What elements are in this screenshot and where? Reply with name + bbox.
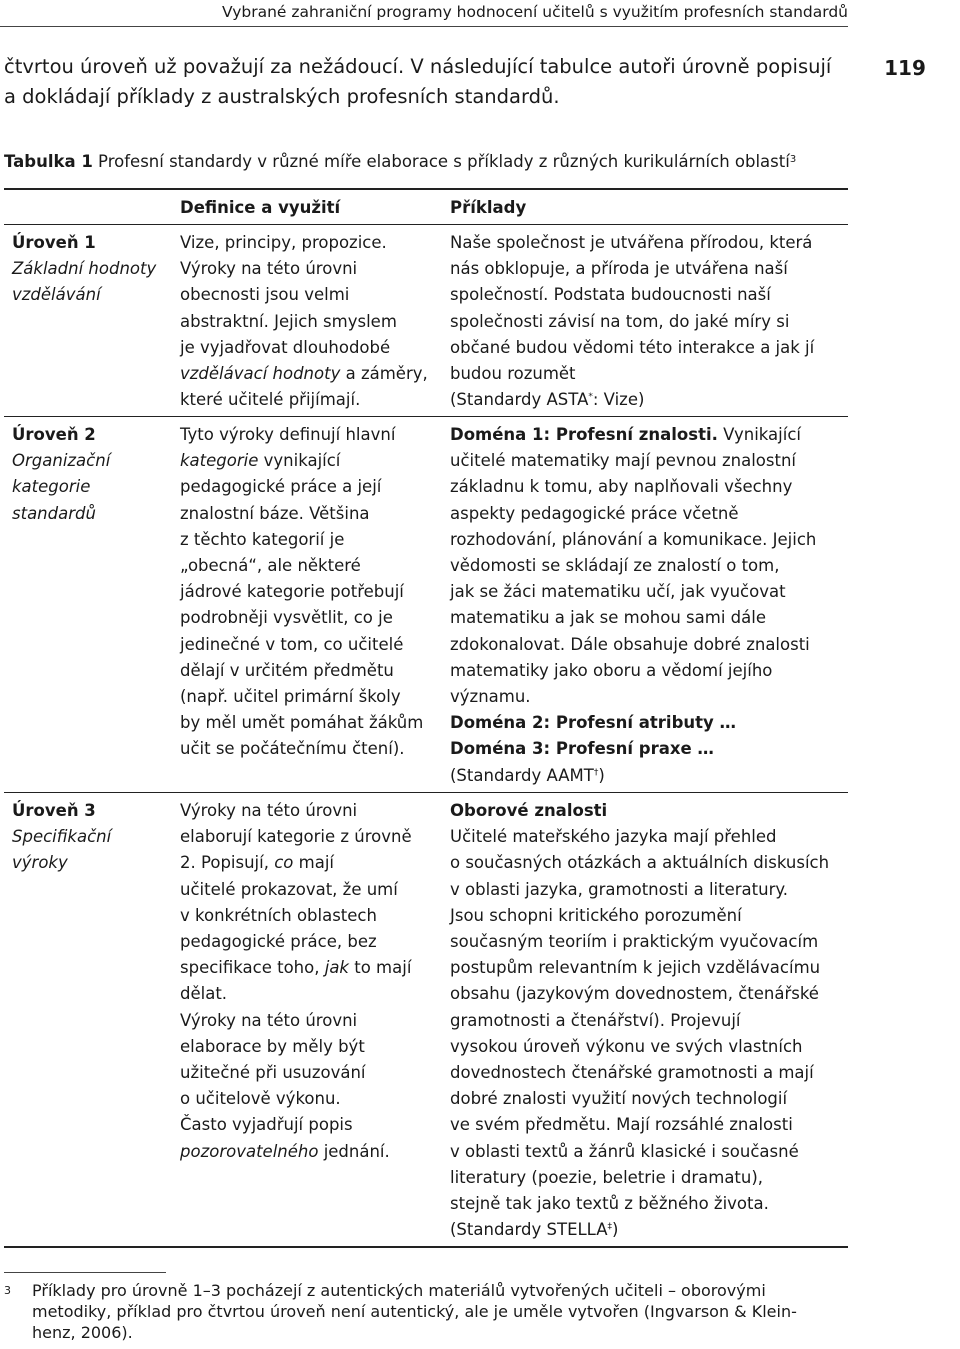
- footnote: [4, 1280, 854, 1343]
- domain-heading: Doména 3: Profesní praxe …: [450, 739, 714, 759]
- header-rule: [4, 224, 848, 225]
- example-line: jak se žáci matematiku učí, jak vyučovat: [450, 582, 786, 602]
- definition-line: [180, 850, 442, 876]
- definition-line: Často vyjadřují popis: [180, 1115, 353, 1135]
- footnote-line: Příklady pro úrovně 1–3 pocházejí z autentických materiálů vytvořených učiteli – oborovými: [32, 1281, 766, 1300]
- definition-line: v konkrétních oblastech: [180, 905, 377, 925]
- level-cell: [12, 798, 177, 877]
- source-tail: ): [612, 1220, 619, 1240]
- level-category: vzdělávání: [12, 285, 101, 305]
- example-line: občané budou vědomi této interakce a jak jí: [450, 337, 815, 357]
- example-line: nás obklopuje, a příroda je utvářena naší: [450, 259, 788, 279]
- footnote-separator: [4, 1272, 166, 1273]
- example-line: stejně tak jako textů z běžného života.: [450, 1194, 769, 1214]
- example-line: vysokou úroveň výkonu ve svých vlastních: [450, 1036, 803, 1056]
- definition-line: elaborují kategorie z úrovně: [180, 827, 412, 847]
- definition-line: je vyjadřovat dlouhodobé: [180, 337, 391, 357]
- definition-line: znalostní báze. Většina: [180, 503, 370, 523]
- domain-heading: Doména 1: Profesní znalosti.: [450, 425, 718, 444]
- level-category: standardů: [12, 503, 96, 523]
- examples-cell: [450, 230, 848, 413]
- footnote-line: metodiky, příklad pro čtvrtou úroveň není autentický, ale je uměle vytvořen (Ingvarson & Klein-: [32, 1302, 797, 1321]
- example-line: obsahu (jazykovým dovednostem, čtenářské: [450, 984, 819, 1004]
- source-name: (Standardy AAMT: [450, 765, 594, 785]
- example-line: dobré znalosti využití nových technologií: [450, 1089, 788, 1109]
- example-line: matematiku a jak se mohou sami dále: [450, 608, 766, 628]
- example-line: gramotnosti a čtenářství). Projevují: [450, 1010, 741, 1030]
- intro-paragraph: [4, 52, 864, 112]
- definition-cell: [180, 798, 442, 1165]
- example-text: Vynikající: [717, 425, 801, 444]
- column-header-definition: Definice a využití: [180, 198, 341, 217]
- definition-text: specifikace toho,: [180, 958, 325, 978]
- definition-line: [180, 1139, 442, 1165]
- emphasis: pozorovatelného: [180, 1141, 319, 1161]
- definition-line: dělají v určitém předmětu: [180, 660, 394, 680]
- definition-line: učit se počátečnímu čtení).: [180, 739, 405, 759]
- table-caption-text: Profesní standardy v různé míře elaborace s příklady z různých kurikulárních oblastí: [92, 152, 790, 171]
- definition-line: které učitelé přijímají.: [180, 390, 361, 410]
- definition-line: Výroky na této úrovni: [180, 1010, 358, 1030]
- definition-line: [180, 955, 442, 981]
- definition-line: jedinečné v tom, co učitelé: [180, 634, 404, 654]
- examples-cell: [450, 798, 848, 1243]
- level-label: Úroveň 3: [12, 801, 96, 820]
- definition-line: obecnosti jsou velmi: [180, 285, 350, 305]
- example-line: Učitelé mateřského jazyka mají přehled: [450, 827, 777, 847]
- definition-line: z těchto kategorií je: [180, 529, 345, 549]
- definition-line: „obecná“, ale některé: [180, 556, 361, 576]
- definition-line: dělat.: [180, 984, 228, 1004]
- example-line: matematiky jako oboru a vědomí jejího: [450, 660, 773, 680]
- source-name: (Standardy STELLA: [450, 1220, 608, 1240]
- example-line: v oblasti jazyka, gramotnosti a literatury.: [450, 879, 789, 899]
- footnote-reference: 3: [789, 154, 797, 165]
- definition-line: [180, 361, 442, 387]
- example-source: [450, 763, 848, 789]
- example-line: zdokonalovat. Dále obsahuje dobré znalosti: [450, 634, 810, 654]
- definition-line: by měl umět pomáhat žákům: [180, 713, 424, 733]
- definition-line: o učitelově výkonu.: [180, 1089, 341, 1109]
- definition-text: mají: [293, 853, 334, 873]
- definition-line: (např. učitel primární školy: [180, 687, 401, 707]
- level-category: Organizační: [12, 451, 111, 471]
- column-header-examples: Příklady: [450, 198, 527, 217]
- example-line: současným teoriím i praktickým vyučovacím: [450, 932, 819, 952]
- definition-line: pedagogické práce, bez: [180, 932, 377, 952]
- definition-line: abstraktní. Jejich smyslem: [180, 311, 397, 331]
- definition-line: učitelé prokazovat, že umí: [180, 879, 398, 899]
- example-line: základnu k tomu, aby naplňovali všechny: [450, 477, 793, 497]
- emphasis: co: [274, 853, 294, 873]
- definition-line: jádrové kategorie potřebují: [180, 582, 404, 602]
- intro-line: čtvrtou úroveň už považují za nežádoucí. V následující tabulce autoři úrovně popisují: [4, 55, 832, 78]
- source-tail: ): [598, 765, 605, 785]
- definition-line: Tyto výroky definují hlavní: [180, 425, 396, 444]
- level-cell: [12, 422, 177, 527]
- definition-line: podrobněji vysvětlit, co je: [180, 608, 393, 628]
- example-line: aspekty pedagogické práce včetně: [450, 503, 739, 523]
- emphasis: jak: [324, 958, 349, 978]
- example-line: ve svém předmětu. Mají rozsáhlé znalosti: [450, 1115, 793, 1135]
- level-category: výroky: [12, 853, 68, 873]
- example-line: společností. Podstata budoucnosti naší: [450, 285, 771, 305]
- source-name: (Standardy ASTA: [450, 390, 589, 410]
- definition-line: užitečné při usuzování: [180, 1063, 366, 1083]
- footnote-mark: 3: [4, 1284, 11, 1297]
- examples-cell: [450, 422, 848, 789]
- table-top-rule: [4, 188, 848, 190]
- examples-heading: Oborové znalosti: [450, 801, 608, 820]
- example-line: vědomosti se skládají ze znalostí o tom,: [450, 556, 780, 576]
- example-line: v oblasti textů a žánrů klasické i současné: [450, 1141, 799, 1161]
- table-caption-label: Tabulka 1: [4, 152, 93, 171]
- example-line: o současných otázkách a aktuálních diskusích: [450, 853, 830, 873]
- level-category: kategorie: [12, 477, 91, 497]
- example-source: [450, 1217, 848, 1243]
- level-label: Úroveň 1: [12, 233, 96, 252]
- definition-line: Vize, principy, propozice.: [180, 233, 387, 252]
- example-line: společnosti závisí na tom, do jaké míry si: [450, 311, 790, 331]
- example-source: [450, 387, 848, 413]
- definition-line: elaborace by měly být: [180, 1036, 365, 1056]
- example-line: významu.: [450, 687, 531, 707]
- row-rule: [4, 792, 848, 793]
- source-mark: *: [588, 392, 593, 403]
- definition-line: Výroky na této úrovni: [180, 801, 358, 820]
- definition-text: a záměry,: [340, 364, 428, 384]
- definition-cell: [180, 422, 442, 763]
- example-line: budou rozumět: [450, 364, 576, 384]
- intro-line: a dokládají příklady z australských profesních standardů.: [4, 85, 560, 108]
- source-mark: †: [593, 767, 599, 778]
- level-label: Úroveň 2: [12, 425, 96, 444]
- definition-text: to mají: [349, 958, 412, 978]
- level-cell: [12, 230, 177, 309]
- definition-text: vynikající: [258, 451, 341, 471]
- example-line: postupům relevantním k jejich vzdělávacímu: [450, 958, 821, 978]
- running-head: Vybrané zahraniční programy hodnocení učitelů s využitím profesních standardů: [0, 0, 848, 27]
- row-rule: [4, 416, 848, 417]
- emphasis: vzdělávací hodnoty: [180, 364, 341, 384]
- source-tail: : Vize): [592, 390, 645, 410]
- example-line: [450, 422, 848, 448]
- definition-text: 2. Popisují,: [180, 853, 275, 873]
- definition-cell: [180, 230, 442, 413]
- table-bottom-rule: [4, 1246, 848, 1248]
- example-line: dovednostech čtenářské gramotnosti a mají: [450, 1063, 814, 1083]
- example-line: Jsou schopni kritického porozumění: [450, 905, 742, 925]
- level-category: Specifikační: [12, 827, 112, 847]
- definition-text: jednání.: [318, 1141, 390, 1161]
- page-number: 119: [884, 56, 926, 80]
- level-category: Základní hodnoty: [12, 259, 157, 279]
- example-line: literatury (poezie, beletrie i dramatu),: [450, 1167, 764, 1187]
- example-line: rozhodování, plánování a komunikace. Jejich: [450, 529, 817, 549]
- source-mark: ‡: [607, 1222, 613, 1233]
- example-line: učitelé matematiky mají pevnou znalostní: [450, 451, 796, 471]
- example-line: Naše společnost je utvářena přírodou, která: [450, 233, 813, 252]
- table-caption: [4, 150, 854, 174]
- domain-heading: Doména 2: Profesní atributy …: [450, 713, 737, 733]
- footnote-line: henz, 2006).: [32, 1323, 133, 1342]
- definition-line: pedagogické práce a její: [180, 477, 382, 497]
- definition-line: Výroky na této úrovni: [180, 259, 358, 279]
- emphasis: kategorie: [180, 451, 259, 471]
- definition-line: [180, 448, 442, 474]
